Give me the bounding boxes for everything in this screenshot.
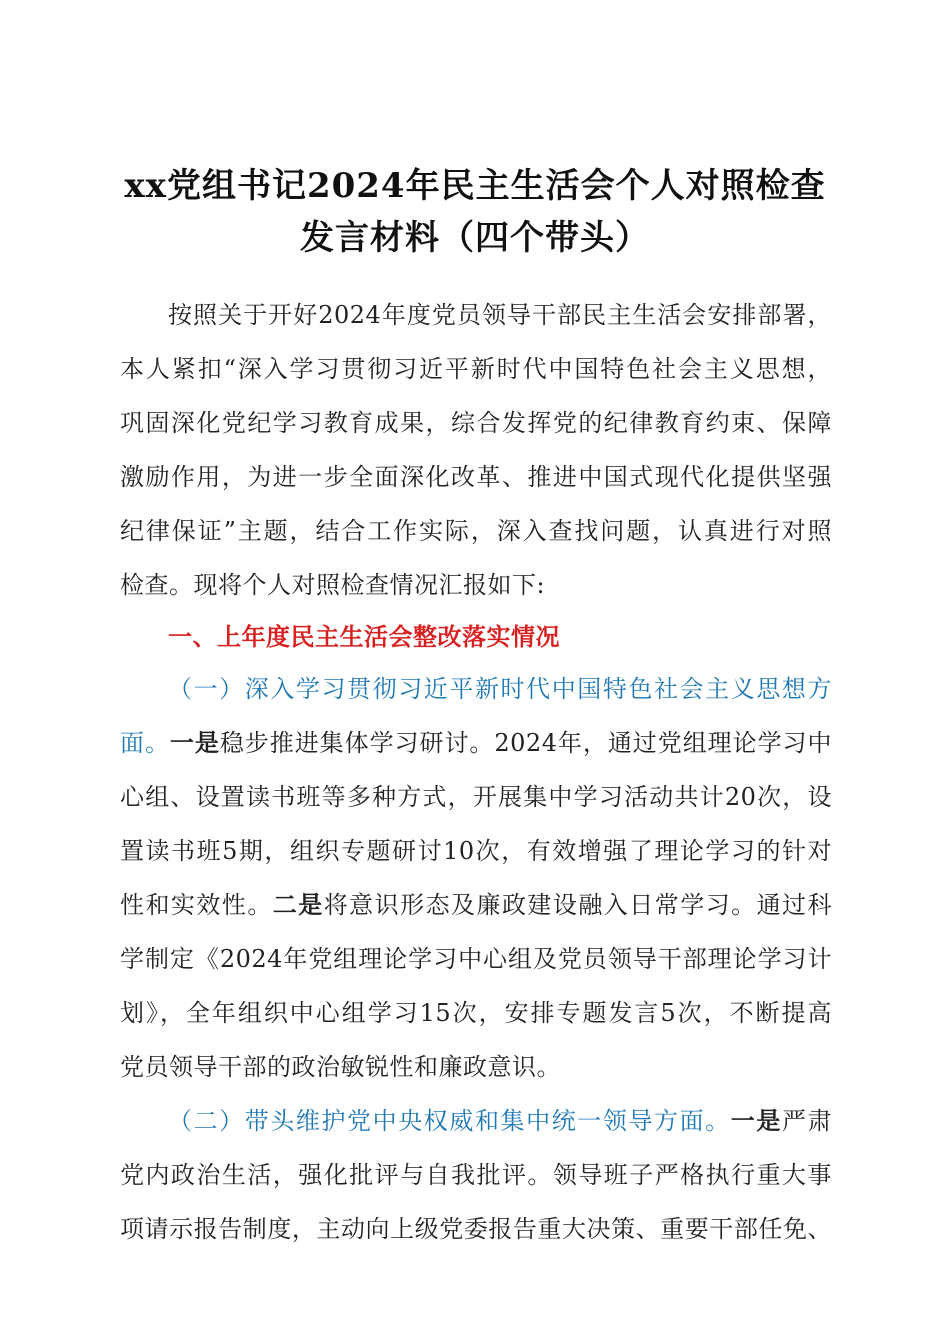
document-title-line-2: 发言材料（四个带头）	[300, 218, 650, 258]
intro-line: 激励作用，为进一步全面深化改革、推进中国式现代化提供坚强	[120, 463, 832, 491]
intro-line: 按照关于开好2024年度党员领导干部民主生活会安排部署，	[168, 301, 832, 329]
paragraph-line	[120, 878, 832, 932]
subsection-heading-end: 面。	[120, 729, 170, 757]
paragraph-line: 置读书班5期，组织专题研讨10次，有效增强了理论学习的针对	[120, 837, 832, 865]
section-heading: 一、上年度民主生活会整改落实情况	[168, 622, 560, 651]
subsection-heading: （一）深入学习贯彻习近平新时代中国特色社会主义思想方	[168, 675, 832, 703]
paragraph-text: 严肃	[781, 1107, 833, 1135]
paragraph-line: 党员领导干部的政治敏锐性和廉政意识。	[120, 1053, 561, 1081]
paragraph-line: 心组、设置读书班等多种方式，开展集中学习活动共计20次，设	[120, 783, 832, 811]
intro-line: 本人紧扣“深入学习贯彻习近平新时代中国特色社会主义思想，	[120, 355, 832, 383]
document-title-line-1: xx党组书记2024年民主生活会个人对照检查	[124, 166, 826, 206]
paragraph-line: 党内政治生活，强化批评与自我批评。领导班子严格执行重大事	[120, 1161, 832, 1189]
paragraph-line: 学制定《2024年党组理论学习中心组及党员领导干部理论学习计	[120, 945, 832, 973]
paragraph-line: 项请示报告制度，主动向上级党委报告重大决策、重要干部任免、	[120, 1215, 832, 1243]
subsection-heading: （二）带头维护党中央权威和集中统一领导方面。	[168, 1107, 731, 1135]
paragraph-line	[168, 1094, 832, 1148]
point-marker: 一是	[730, 1106, 782, 1135]
paragraph-text: 性和实效性。	[120, 891, 273, 919]
point-marker: 二是	[272, 890, 324, 919]
intro-line: 检查。现将个人对照检查情况汇报如下:	[120, 571, 546, 599]
intro-line: 纪律保证”主题，结合工作实际，深入查找问题，认真进行对照	[120, 517, 832, 545]
point-marker: 一是	[169, 728, 220, 757]
paragraph-line	[120, 716, 832, 770]
paragraph-line: 划》，全年组织中心组学习15次，安排专题发言5次，不断提高	[120, 999, 832, 1027]
paragraph-text: 将意识形态及廉政建设融入日常学习。通过科	[323, 891, 833, 919]
intro-line: 巩固深化党纪学习教育成果，综合发挥党的纪律教育约束、保障	[120, 409, 832, 437]
paragraph-text: 稳步推进集体学习研讨。2024年，通过党组理论学习中	[219, 729, 833, 757]
